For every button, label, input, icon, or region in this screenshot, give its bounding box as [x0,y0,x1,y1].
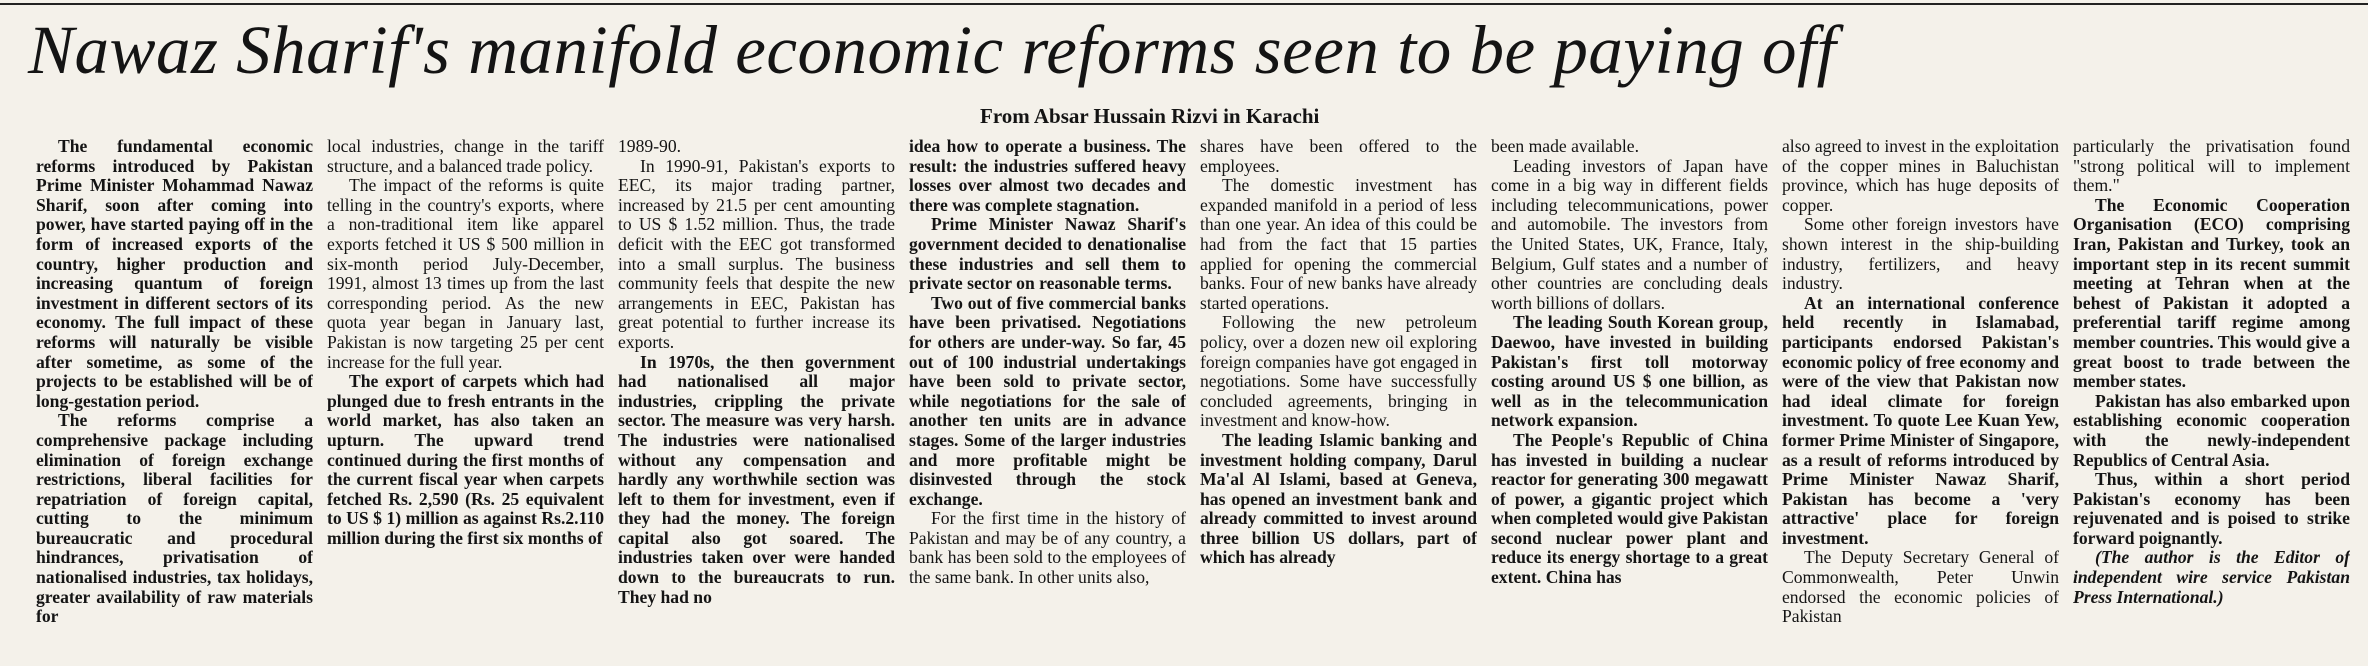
byline: From Absar Hussain Rizvi in Karachi [980,104,1320,128]
author-note: (The author is the Editor of independent wire service Pakistan Press International.) [2073,547,2350,607]
paragraph: For the first time in the history of Pakistan and may be of any country, a bank has been sold to the employees of the same bank. In other units also, [909,508,1186,588]
paragraph: idea how to operate a business. The result: the industries suffered heavy losses over almost two decades and there was complete stagnation. [909,137,1186,215]
paragraph: In 1990-91, Pakistan's exports to EEC, its major trading partner, increased by 21.5 per cent amounting to US $ 1.52 million. Thus, the trade deficit with the EEC got transformed into a small surplus. The business community feels that despite the new arrangements in EEC, Pakistan has great potential to further increase its exports. [618,155,895,352]
article-column-7 [1782,137,2059,662]
paragraph: local industries, change in the tariff structure, and a balanced trade policy. [327,137,604,176]
paragraph: Pakistan has also embarked upon establishing economic cooperation with the newly-independent Republics of Central Asia. [2073,390,2350,470]
paragraph: Thus, within a short period Pakistan's economy has been rejuvenated and is poised to strike forward poignantly. [2073,469,2350,548]
paragraph: The leading Islamic banking and investment holding company, Darul Ma'al Al Islami, based at Geneva, has opened an investment bank and already committed to invest around three billion US dollars, part of which has already [1200,429,1477,568]
article-column-8 [2073,137,2350,662]
paragraph: also agreed to invest in the exploitation of the copper mines in Baluchistan province, which has huge deposits of copper. [1782,137,2059,215]
article-column-1 [36,137,313,662]
paragraph: Prime Minister Nawaz Sharif's government decided to denationalise these industries and sell them to private sector on reasonable terms. [909,214,1186,294]
paragraph: The Economic Cooperation Organisation (ECO) comprising Iran, Pakistan and Turkey, took an important step in its recent summit meeting at Tehran when at the behest of Pakistan it adopted a preferential tariff regime among member countries. This would give a great boost to trade between the member states. [2073,194,2350,392]
paragraph: been made available. [1491,137,1640,156]
top-rule [0,3,2368,5]
paragraph: Leading investors of Japan have come in a big way in different fields including telecommunications, power and automobile. The investors from the United States, UK, France, Italy, Belgium, Gulf states and a number of other countries are concluding deals worth billions of dollars. [1491,155,1768,313]
paragraph: The leading South Korean group, Daewoo, have invested in building Pakistan's first toll motorway costing around US $ one billion, as well as in the telecommunication network expansion. [1491,312,1768,431]
paragraph: 1989-90. [618,137,682,156]
paragraph: shares have been offered to the employees. [1200,137,1477,176]
paragraph: particularly the privatisation found "strong political will to implement them." [2073,137,2350,196]
paragraph: In 1970s, the then government had nationalised all major industries, crippling the private sector. The measure was very harsh. The industries were nationalised without any compensation and hardly any worthwhile section was left to them for investment, even if they had the money. The foreign capital also got soared. The industries taken over were handed down to the bureaucrats to run. They had no [618,351,895,607]
paragraph: Two out of five commercial banks have been privatised. Negotiations for others are under-way. So far, 45 out of 100 industrial undertakings have been sold to private sector, while negotiations for the sale of another ten units are in advance stages. Some of the larger industries and more profitable might be disinvested through the stock exchange. [909,292,1186,509]
article-column-3 [618,137,895,662]
headline: Nawaz Sharif's manifold economic reforms seen to be paying off [28,12,1837,88]
paragraph: The Deputy Secretary General of Commonwealth, Peter Unwin endorsed the economic policies of Pakistan [1782,547,2059,627]
paragraph: Some other foreign investors have shown interest in the ship-building industry, fertilizers, and heavy industry. [1782,214,2059,294]
paragraph: At an international conference held recently in Islamabad, participants endorsed Pakistan's economic policy of free economy and were of the view that Pakistan now had ideal climate for foreign investment. To quote Lee Kuan Yew, former Prime Minister of Singapore, as a result of reforms introduced by Prime Minister Nawaz Sharif, Pakistan has become a 'very attractive' place for foreign investment. [1782,292,2059,548]
article-column-6 [1491,137,1768,662]
paragraph: The export of carpets which had plunged due to fresh entrants in the world market, has also taken an upturn. The upward trend continued during the first months of the current fiscal year when carpets fetched Rs. 2,590 (Rs. 25 equivalent to US $ 1) million as against Rs.2.110 million during the first six months of [327,371,604,548]
paragraph: The impact of the reforms is quite telling in the country's exports, where a non-traditional item like apparel exports fetched it US $ 500 million in six-month period July-December, 1991, almost 13 times up from the last corresponding period. As the new quota year began in January last, Pakistan is now targeting 25 per cent increase for the full year. [327,175,604,372]
paragraph: The People's Republic of China has invested in building a nuclear reactor for generating 300 megawatt of power, a gigantic project which when completed would give Pakistan second nuclear power plant and reduce its energy shortage to a great extent. China has [1491,429,1768,588]
article-column-5 [1200,137,1477,662]
article-column-2 [327,137,604,662]
paragraph: The reforms comprise a comprehensive package including elimination of foreign exchange restrictions, liberal facilities for repatriation of foreign capital, cutting to the minimum bureaucratic and procedural hindrances, privatisation of nationalised industries, tax holidays, greater availability of raw materials for [36,410,313,627]
paragraph: Following the new petroleum policy, over a dozen new oil exploring foreign companies have got engaged in negotiations. Some have successfully concluded agreements, bringing in investment and know-how. [1200,312,1477,431]
article-column-4 [909,137,1186,662]
paragraph: The domestic investment has expanded manifold in a period of less than one year. An idea of this could be had from the fact that 15 parties applied for opening the commercial banks. Four of new banks have already started operations. [1200,175,1477,313]
paragraph: The fundamental economic reforms introduced by Pakistan Prime Minister Mohammad Nawaz Sharif, soon after coming into power, have started paying off in the form of increased exports of the country, higher production and increasing quantum of foreign investment in different sectors of its economy. The full impact of these reforms will naturally be visible after sometime, as some of the projects to be established will be of long-gestation period. [36,137,313,411]
